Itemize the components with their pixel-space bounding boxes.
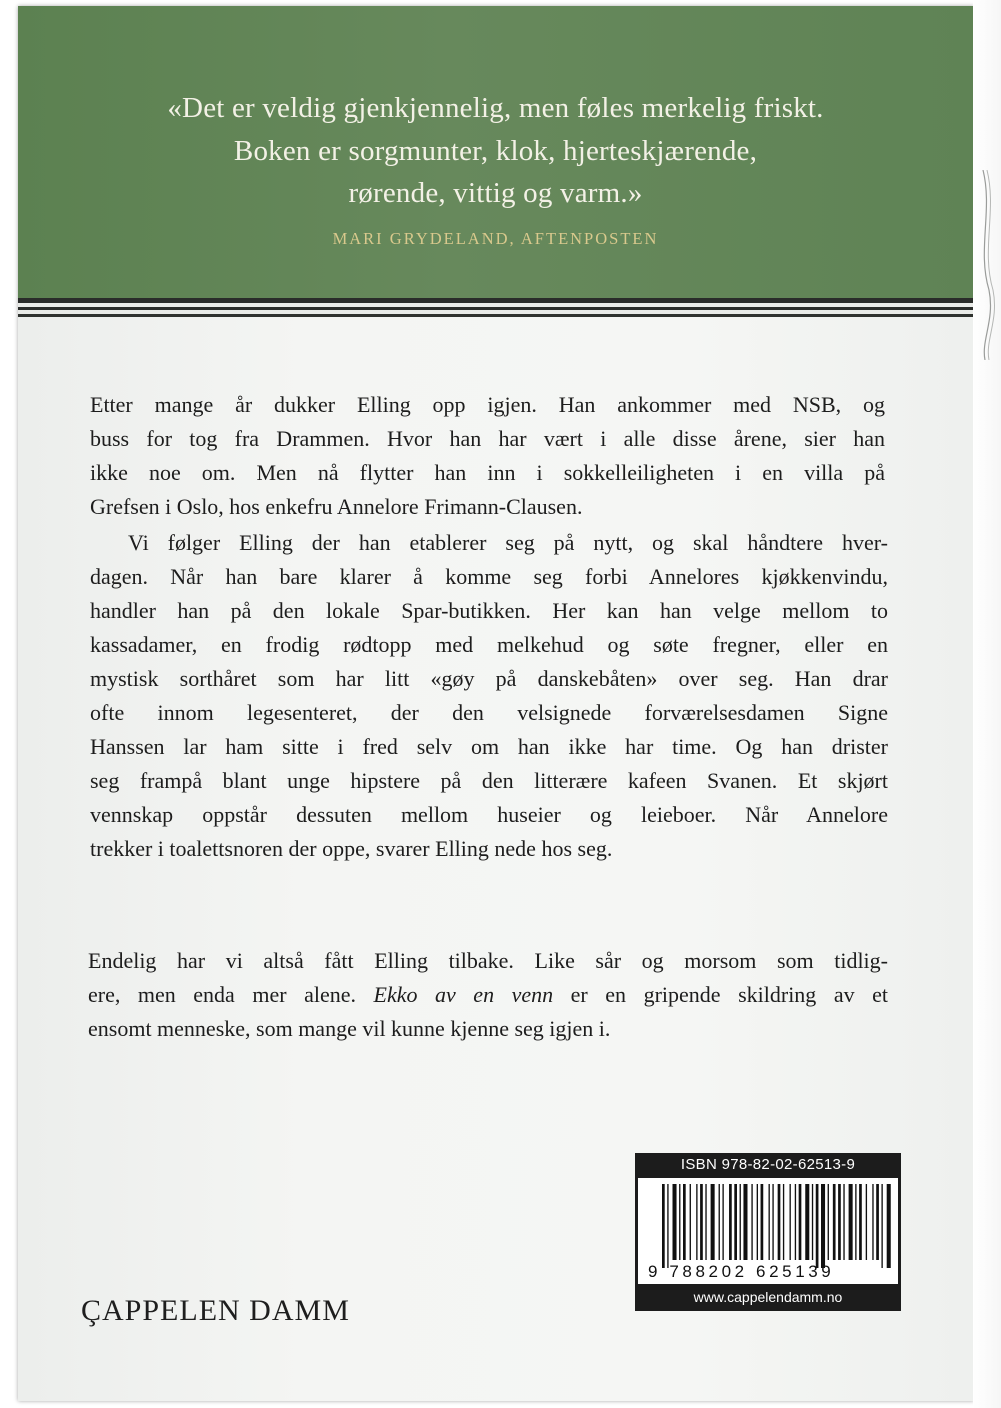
- barcode-bar: [833, 1184, 836, 1260]
- barcode-bar: [828, 1184, 829, 1260]
- barcode-bar: [711, 1184, 715, 1260]
- barcode-bar: [734, 1184, 737, 1260]
- divider-stripe: [18, 314, 973, 317]
- barcode-bar: [778, 1184, 781, 1260]
- barcode-bar: [790, 1184, 791, 1260]
- barcode-bar: [729, 1184, 732, 1260]
- barcode-bar: [887, 1184, 891, 1268]
- barcode-bar: [772, 1184, 773, 1260]
- text-line: vennskap oppstår dessuten mellom huseier og leieboer. Når Annelore: [90, 802, 888, 827]
- barcode-bar: [838, 1184, 841, 1260]
- text-line: kassadamer, en frodig rødtopp med melkehud og søte fregner, eller en: [90, 632, 888, 657]
- barcode-bar: [679, 1184, 680, 1260]
- barcode-bar: [722, 1184, 723, 1260]
- barcode-bar: [662, 1184, 665, 1268]
- quote-line-1: «Det er veldig gjenkjennelig, men føles merkelig friskt.: [167, 92, 824, 124]
- barcode-bar: [673, 1184, 677, 1260]
- text-line: handler han på den lokale Spar-butikken. Her kan han velge mellom to: [90, 598, 888, 623]
- barcode: [638, 1178, 898, 1284]
- barcode-bar: [805, 1184, 809, 1260]
- text-line: Etter mange år dukker Elling opp igjen. Han ankommer med NSB, og: [90, 392, 885, 417]
- barcode-bar: [769, 1184, 770, 1260]
- barcode-bar: [849, 1184, 853, 1260]
- text-line: dagen. Når han bare klarer å komme seg forbi Annelores kjøkkenvindu,: [90, 564, 888, 589]
- text-segment: ere, men enda mer alene.: [88, 982, 374, 1007]
- book-title: Ekko av en venn: [373, 982, 554, 1007]
- isbn-label: ISBN 978-82-02-62513-9: [680, 1156, 856, 1173]
- isbn-barcode-box: [635, 1153, 901, 1311]
- barcode-bar: [751, 1184, 752, 1260]
- barcode-bar: [855, 1184, 856, 1260]
- text-line: Hanssen lar ham sitte i fred selv om han ikke har time. Og han drister: [90, 734, 888, 759]
- barcode-bar: [743, 1184, 747, 1260]
- quote-source: MARI GRYDELAND, AFTENPOSTEN: [332, 229, 659, 248]
- barcode-bar: [881, 1184, 882, 1268]
- barcode-bar: [683, 1184, 686, 1260]
- quote-line-2: Boken er sorgmunter, klok, hjerteskjærende,: [233, 135, 758, 167]
- barcode-bar: [700, 1184, 703, 1260]
- text-line: Endelig har vi altså fått Elling tilbake. Like sår og morsom som tidlig-: [88, 948, 888, 973]
- publisher-logo: ÇAPPELEN DAMM: [81, 1294, 350, 1327]
- barcode-bar: [859, 1184, 862, 1260]
- publisher-website: www.cappelendamm.no: [693, 1289, 843, 1305]
- barcode-bar: [872, 1184, 873, 1260]
- text-line: Vi følger Elling der han etablerer seg på nytt, og skal håndtere hver-: [128, 530, 888, 555]
- quote-line-3: rørende, vittig og varm.»: [348, 177, 643, 209]
- barcode-bar: [812, 1184, 813, 1260]
- barcode-digits: 9 788202 625139: [648, 1262, 835, 1281]
- barcode-bar: [876, 1184, 879, 1260]
- text-line: mystisk sorthåret som har litt «gøy på danskebåten» over seg. Han drar: [90, 666, 888, 691]
- barcode-bar: [719, 1184, 720, 1260]
- quote-band: [18, 6, 973, 298]
- barcode-bar: [799, 1184, 802, 1260]
- barcode-bar: [821, 1184, 825, 1268]
- barcode-bar: [795, 1184, 796, 1260]
- barcode-bar: [761, 1184, 764, 1260]
- barcode-bar: [667, 1184, 668, 1268]
- barcode-bar: [783, 1184, 784, 1260]
- text-line: seg frampå blant unge hipstere på den litterære kafeen Svanen. Et skjørt: [90, 768, 888, 793]
- text-line: ensomt menneske, som mange vil kunne kjenne seg igjen i.: [88, 1016, 611, 1041]
- text-line: buss for tog fra Drammen. Hvor han har vært i alle disse årene, sier han: [90, 426, 885, 451]
- barcode-bar: [690, 1184, 691, 1260]
- barcode-bar: [696, 1184, 697, 1260]
- text-line: trekker i toalettsnoren der oppe, svarer Elling nede hos seg.: [90, 836, 613, 861]
- text-line: [88, 982, 888, 1008]
- barcode-bar: [816, 1184, 819, 1268]
- text-line: ofte innom legesenteret, der den velsignede forværelsesdamen Signe: [90, 700, 888, 725]
- book-back-cover: [18, 6, 974, 1401]
- text-segment: er en gripende skildring av et: [553, 982, 888, 1007]
- barcode-bar: [740, 1184, 741, 1260]
- spine-decoration-icon: [975, 170, 999, 360]
- text-line: ikke noe om. Men nå flytter han inn i sokkelleiligheten i en villa på: [90, 460, 885, 485]
- barcode-bar: [866, 1184, 867, 1260]
- barcode-bar: [705, 1184, 706, 1260]
- barcode-bar: [843, 1184, 844, 1260]
- barcode-bar: [757, 1184, 758, 1260]
- text-line: Grefsen i Oslo, hos enkefru Annelore Frimann-Clausen.: [90, 494, 583, 519]
